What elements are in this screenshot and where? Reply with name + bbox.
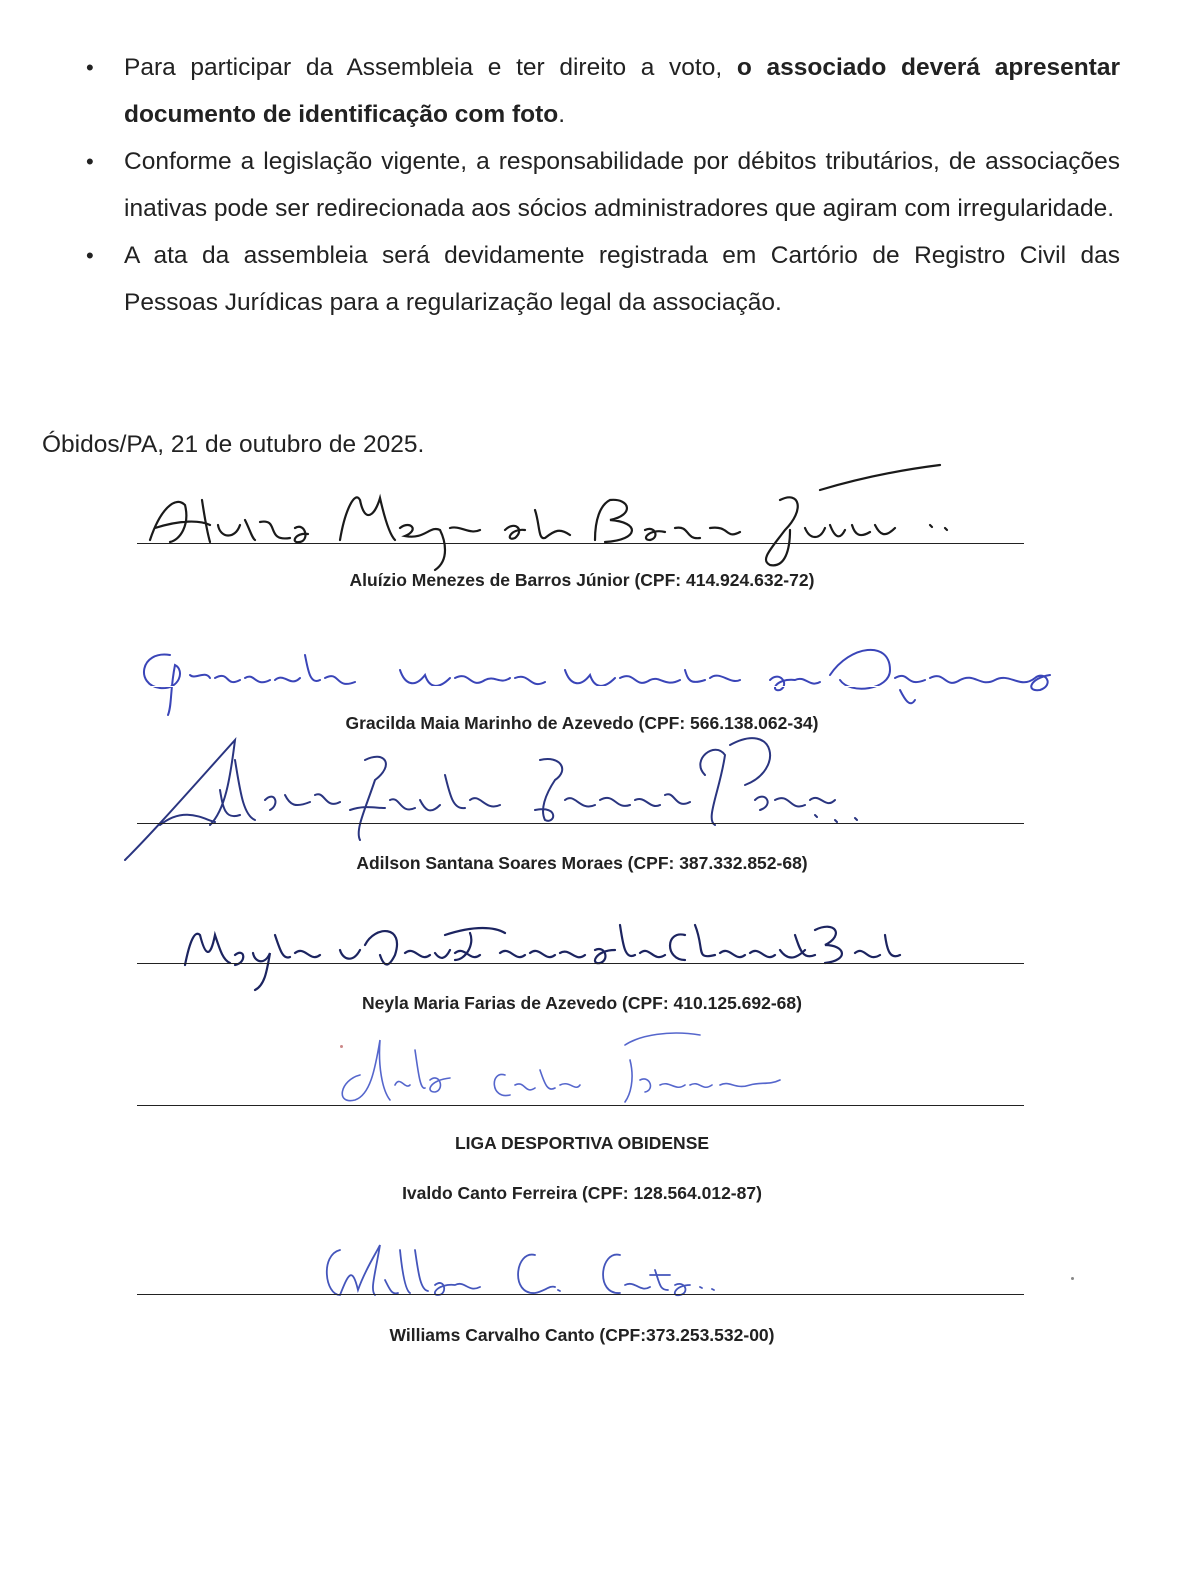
bullet-text: A ata da assembleia será devidamente registrada em Cartório de Registro Civil das Pessoas Jurídicas para a regularização legal da associação.	[124, 242, 1120, 316]
handwritten-signature	[115, 730, 875, 865]
handwritten-signature	[175, 905, 915, 995]
bullet-icon: •	[86, 149, 94, 174]
signer-name: Williams Carvalho Canto (CPF:373.253.532-00)	[389, 1325, 775, 1345]
signature-line	[137, 823, 1024, 824]
signer-name: Aluízio Menezes de Barros Júnior (CPF: 414.924.632-72)	[349, 570, 815, 590]
signature-line	[137, 1294, 1024, 1295]
bullet-bold-text: o associado deverá apresentar documento de identificação com foto	[124, 54, 1120, 128]
signature-line	[137, 543, 1024, 544]
list-item	[80, 44, 1120, 138]
signer-name: Gracilda Maia Marinho de Azevedo (CPF: 566.138.062-34)	[345, 713, 819, 733]
organization-name: LIGA DESPORTIVA OBIDENSE	[454, 1133, 710, 1153]
scan-speck	[1071, 1277, 1074, 1280]
signature-line	[137, 1105, 1024, 1106]
signature-line	[137, 686, 1024, 687]
bullet-text-end: .	[558, 101, 566, 128]
list-item	[80, 232, 1120, 326]
bullet-text: Para participar da Assembleia e ter direito a voto,	[124, 54, 737, 81]
place-date: Óbidos/PA, 21 de outubro de 2025.	[42, 431, 425, 458]
notice-list	[80, 44, 1120, 326]
signer-name: Adilson Santana Soares Moraes (CPF: 387.332.852-68)	[356, 853, 808, 873]
bullet-text: Conforme a legislação vigente, a responsabilidade por débitos tributários, de associações inativas pode ser redirecionada aos sócios administradores que agiram com irregularidade.	[124, 148, 1120, 222]
handwritten-signature	[330, 1030, 790, 1110]
scan-speck	[340, 1045, 343, 1048]
handwritten-signature	[140, 470, 1000, 580]
signer-name: Neyla Maria Farias de Azevedo (CPF: 410.125.692-68)	[362, 993, 802, 1013]
bullet-icon: •	[86, 55, 94, 80]
list-item	[80, 138, 1120, 232]
signature-line	[137, 963, 1024, 964]
signer-name: Ivaldo Canto Ferreira (CPF: 128.564.012-87)	[402, 1183, 762, 1203]
handwritten-signature	[130, 630, 1070, 720]
bullet-icon: •	[86, 243, 94, 268]
